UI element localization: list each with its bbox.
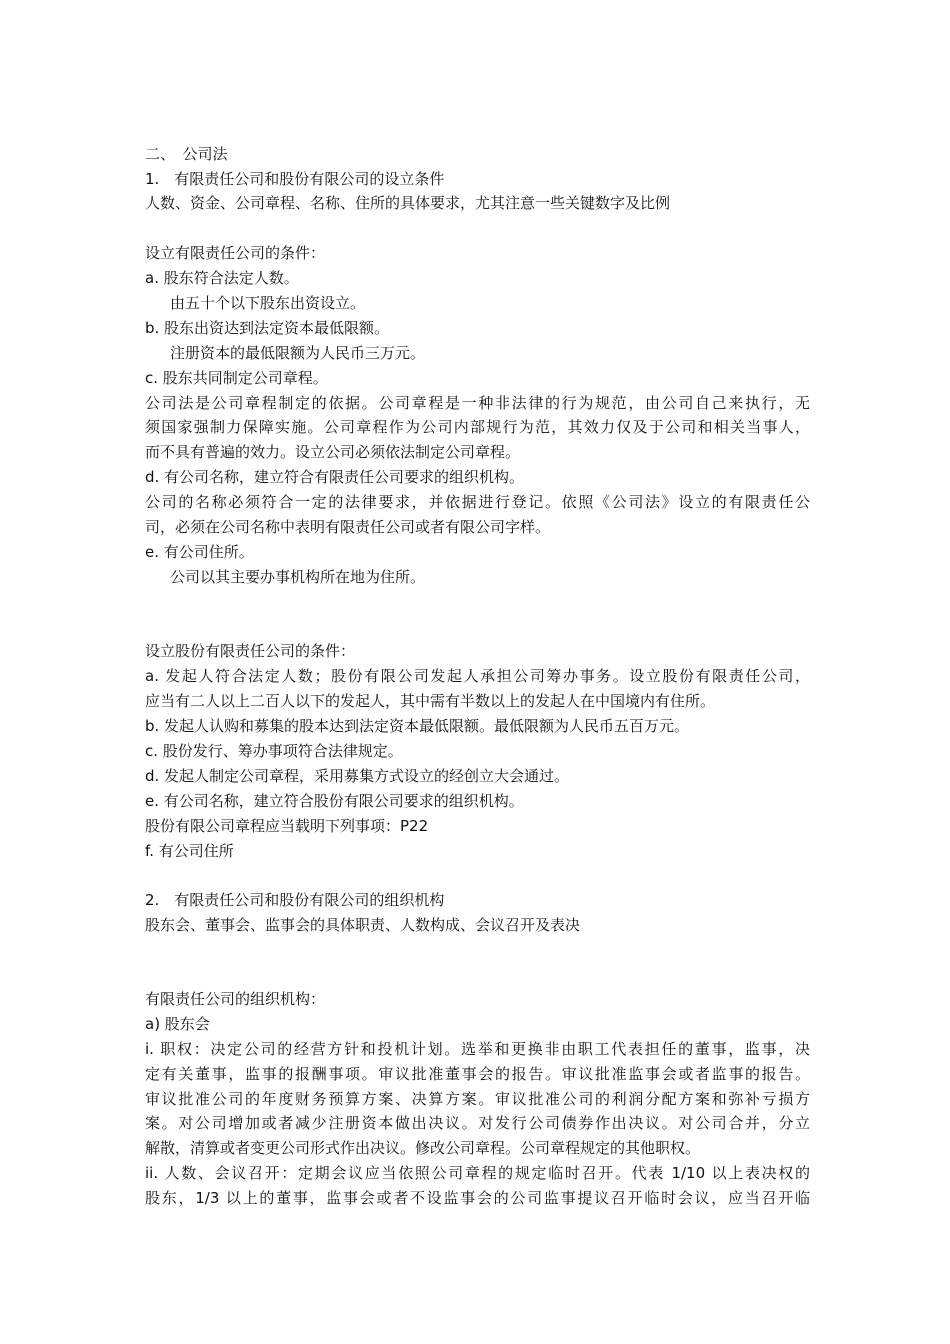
paragraph-line: 股份有限公司章程应当载明下列事项：P22 (145, 817, 429, 835)
paragraph-line: 公司的名称必须符合一定的法律要求，并依据进行登记。依照《公司法》设立的有限责任公 (145, 493, 810, 511)
paragraph-line: 而不具有普遍的效力。设立公司必须依法制定公司章程。 (145, 443, 521, 461)
subsection-heading: 2. 有限责任公司和股份有限公司的组织机构 (145, 891, 445, 909)
list-item-detail: 公司以其主要办事机构所在地为住所。 (170, 568, 426, 586)
paragraph-line: 案。对公司增加或者减少注册资本做出决议。对发行公司债券作出决议。对公司合并，分立 (145, 1114, 810, 1132)
paragraph-line: 股东，1/3 以上的董事，监事会或者不设监事会的公司监事提议召开临时会议，应当召开临 (145, 1189, 810, 1207)
list-item: b. 股东出资达到法定资本最低限额。 (145, 319, 390, 337)
paragraph-line: 审议批准公司的年度财务预算方案、决算方案。审议批准公司的利润分配方案和弥补亏损方 (145, 1090, 810, 1108)
subsection-heading: 1. 有限责任公司和股份有限公司的设立条件 (145, 170, 445, 188)
list-item-detail: 由五十个以下股东出资设立。 (170, 294, 366, 312)
paragraph-line: 解散，清算或者变更公司形式作出决议。修改公司章程。公司章程规定的其他职权。 (145, 1139, 701, 1157)
paragraph-line: i. 职权：决定公司的经营方针和投机计划。选举和更换非由职工代表担任的董事，监事，决 (145, 1040, 810, 1058)
list-item: d. 发起人制定公司章程，采用募集方式设立的经创立大会通过。 (145, 767, 570, 785)
paragraph-line: 司，必须在公司名称中表明有限责任公司或者有限公司字样。 (145, 518, 551, 536)
section-heading: 二、 公司法 (145, 145, 228, 163)
list-title: 设立股份有限责任公司的条件： (145, 642, 356, 660)
list-item: e. 有公司名称，建立符合股份有限公司要求的组织机构。 (145, 792, 524, 810)
paragraph-line: ii. 人数、会议召开：定期会议应当依照公司章程的规定临时召开。代表 1/10 以上表决权的 (145, 1164, 810, 1182)
list-item: c. 股东共同制定公司章程。 (145, 369, 328, 387)
list-title: 有限责任公司的组织机构： (145, 990, 326, 1008)
list-item: a. 发起人符合法定人数；股份有限公司发起人承担公司筹办事务。设立股份有限责任公司， (145, 667, 810, 685)
paragraph-line: 须国家强制力保障实施。公司章程作为公司内部规行为范，其效力仅及于公司和相关当事人， (145, 418, 810, 436)
list-item: a) 股东会 (145, 1015, 210, 1033)
list-item: c. 股份发行、筹办事项符合法律规定。 (145, 742, 403, 760)
paragraph-line: 人数、资金、公司章程、名称、住所的具体要求，尤其注意一些关键数字及比例 (145, 194, 671, 212)
list-item-detail: 注册资本的最低限额为人民币三万元。 (170, 344, 426, 362)
list-item: f. 有公司住所 (145, 842, 234, 860)
list-item: e. 有公司住所。 (145, 543, 254, 561)
list-title: 设立有限责任公司的条件： (145, 244, 326, 262)
paragraph-line: 公司法是公司章程制定的依据。公司章程是一种非法律的行为规范，由公司自己来执行，无 (145, 394, 810, 412)
paragraph-line: 股东会、董事会、监事会的具体职责、人数构成、会议召开及表决 (145, 916, 581, 934)
list-item: d. 有公司名称，建立符合有限责任公司要求的组织机构。 (145, 468, 525, 486)
list-item: b. 发起人认购和募集的股本达到法定资本最低限额。最低限额为人民币五百万元。 (145, 717, 690, 735)
list-item: a. 股东符合法定人数。 (145, 269, 299, 287)
paragraph-line: 应当有二人以上二百人以下的发起人，其中需有半数以上的发起人在中国境内有住所。 (145, 692, 716, 710)
paragraph-line: 定有关董事，监事的报酬事项。审议批准董事会的报告。审议批准监事会或者监事的报告。 (145, 1065, 810, 1083)
